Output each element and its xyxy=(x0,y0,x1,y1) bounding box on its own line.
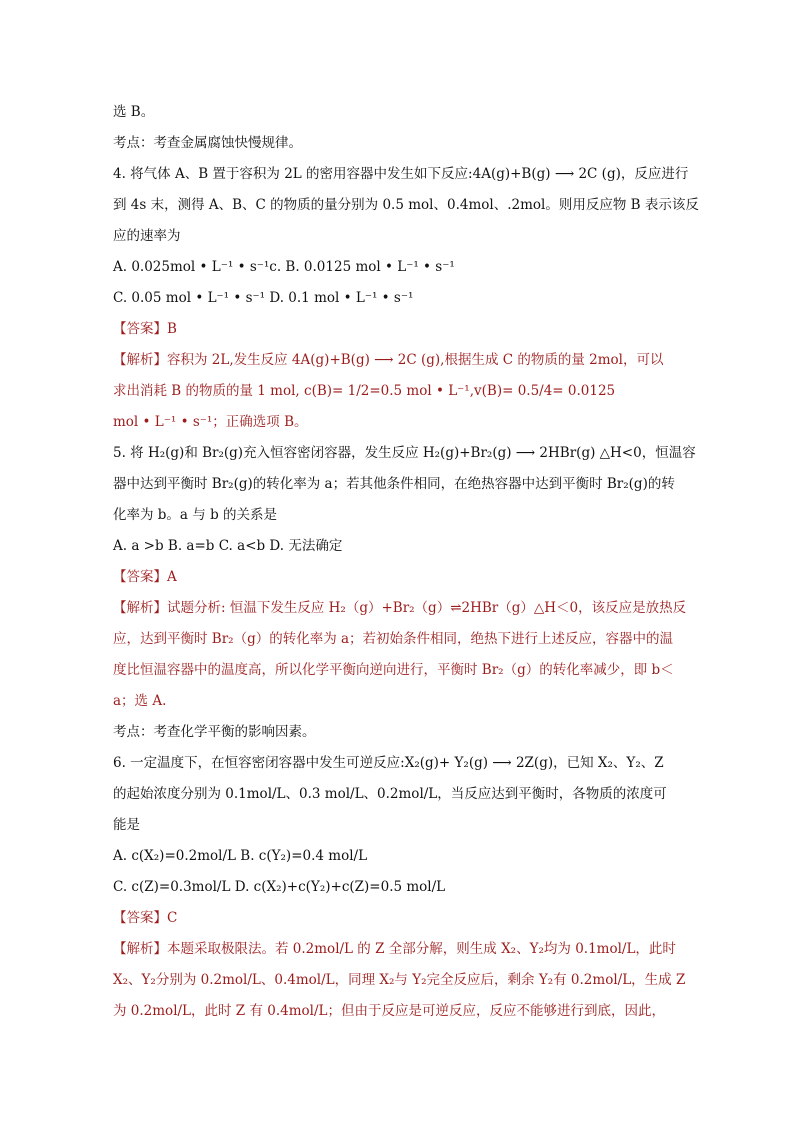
text-line: A. c(X₂)=0.2mol/L B. c(Y₂)=0.4 mol/L xyxy=(113,848,368,864)
answer-line: 【解析】容积为 2L,发生反应 4A(g)+B(g) ⟶ 2C (g),根据生成 C 的物质的量 2mol，可以 xyxy=(113,352,664,368)
answer-line: 为 0.2mol/L，此时 Z 有 0.4mol/L；但由于反应是可逆反应，反应不能够进行到底，因此， xyxy=(113,1003,666,1019)
text-line: 考点：考查金属腐蚀快慢规律。 xyxy=(113,135,302,151)
text-line: C. 0.05 mol • L⁻¹ • s⁻¹ D. 0.1 mol • L⁻¹ • s⁻¹ xyxy=(113,290,414,306)
text-line: 5. 将 H₂(g)和 Br₂(g)充入恒容密闭容器，发生反应 H₂(g)+Br₂(g) ⟶ 2HBr(g) △H<0，恒温容 xyxy=(113,445,696,461)
document-page xyxy=(113,97,699,1027)
answer-line: 【答案】C xyxy=(113,910,178,926)
answer-line: 求出消耗 B 的物质的量 1 mol, c(B)= 1/2=0.5 mol • L⁻¹,v(B)= 0.5/4= 0.0125 xyxy=(113,383,616,399)
text-line: 的起始浓度分别为 0.1mol/L、0.3 mol/L、0.2mol/L，当反应达到平衡时，各物质的浓度可 xyxy=(113,786,667,802)
text-line: 选 B。 xyxy=(113,104,155,120)
text-line: 器中达到平衡时 Br₂(g)的转化率为 a；若其他条件相同，在绝热容器中达到平衡时 Br₂(g)的转 xyxy=(113,476,675,492)
text-line: C. c(Z)=0.3mol/L D. c(X₂)+c(Y₂)+c(Z)=0.5 mol/L xyxy=(113,879,446,895)
text-line: 能是 xyxy=(113,817,140,833)
answer-line: 【解析】试题分析: 恒温下发生反应 H₂（g）+Br₂（g）⇌2HBr（g）△H＜0，该反应是放热反 xyxy=(113,600,687,616)
answer-line: a；选 A. xyxy=(113,693,167,709)
text-line: 6. 一定温度下，在恒容密闭容器中发生可逆反应:X₂(g)+ Y₂(g) ⟶ 2Z(g)，已知 X₂、Y₂、Z xyxy=(113,755,664,771)
text-line: 4. 将气体 A、B 置于容积为 2L 的密用容器中发生如下反应:4A(g)+B(g) ⟶ 2C (g)，反应进行 xyxy=(113,166,689,182)
text-line: A. 0.025mol • L⁻¹ • s⁻¹c. B. 0.0125 mol • L⁻¹ • s⁻¹ xyxy=(113,259,455,275)
text-line: 考点：考查化学平衡的影响因素。 xyxy=(113,724,316,740)
answer-line: mol • L⁻¹ • s⁻¹；正确选项 B。 xyxy=(113,414,308,430)
answer-line: 【答案】A xyxy=(113,569,177,585)
answer-line: 【解析】本题采取极限法。若 0.2mol/L 的 Z 全部分解，则生成 X₂、Y₂均为 0.1mol/L，此时 xyxy=(113,941,676,957)
text-line: 化率为 b。a 与 b 的关系是 xyxy=(113,507,277,523)
text-line: 到 4s 末，测得 A、B、C 的物质的量分别为 0.5 mol、0.4mol、.2mol。则用反应物 B 表示该反 xyxy=(113,197,699,213)
text-line: 应的速率为 xyxy=(113,228,181,244)
text-line: A. a >b B. a=b C. a<b D. 无法确定 xyxy=(113,538,343,554)
answer-line: 度比恒温容器中的温度高，所以化学平衡向逆向进行，平衡时 Br₂（g）的转化率减少，即 b＜ xyxy=(113,662,674,678)
answer-line: 应，达到平衡时 Br₂（g）的转化率为 a；若初始条件相同，绝热下进行上述反应，容器中的温 xyxy=(113,631,674,647)
answer-line: X₂、Y₂分别为 0.2mol/L、0.4mol/L，同理 X₂与 Y₂完全反应后，剩余 Y₂有 0.2mol/L，生成 Z xyxy=(113,972,686,988)
answer-line: 【答案】B xyxy=(113,321,177,337)
